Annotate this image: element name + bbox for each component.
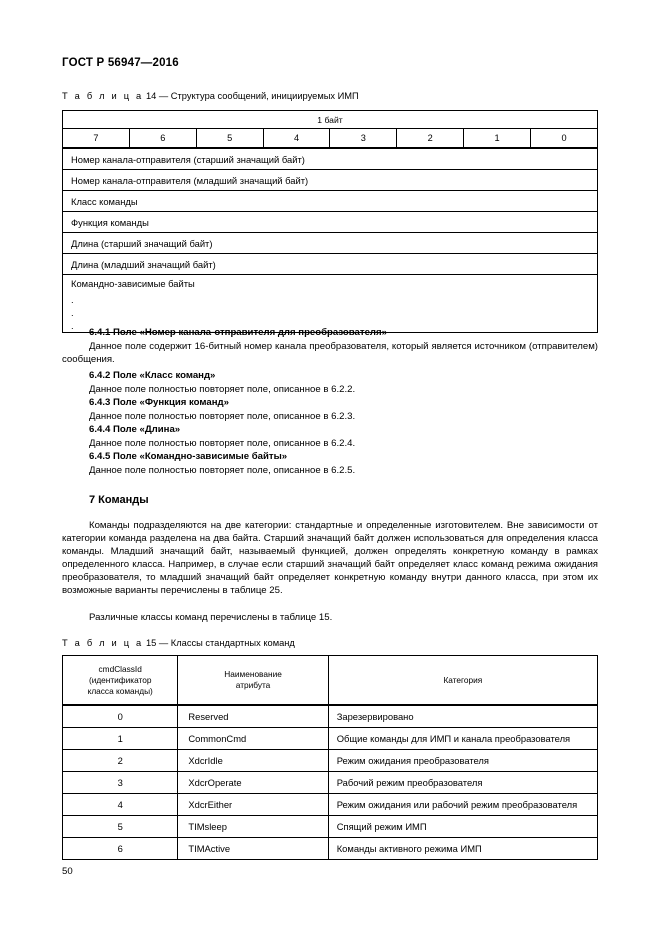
bit-cell-3: 3 (330, 129, 397, 149)
section-7-paragraph-2: Различные классы команд перечислены в таблице 15. (89, 612, 333, 623)
table-row-bits (63, 129, 598, 149)
cell-attribute: XdcrOperate (178, 772, 328, 794)
section-7-paragraph-1: Команды подразделяются на две категории: стандартные и определенные изготовителем. Вне зависимости от категории команда разделена на два байта. Старший значащий байт должен использоваться для определения класса команды. Младший значащий байт, называемый функцией, должен определять конкретную команду в рамках определенного класса. Например, в случае если старший значащий байт определяет класс команд режима ожидания преобразователя, то младший значащий байт определяет конкретную команду внутри данного класса, при этом их возможные варианты перечислены в таблице 25. (62, 520, 598, 596)
clause-heading-6-4-2: 6.4.2 Поле «Класс команд» (89, 370, 216, 381)
table-14-caption-number: 14 (145, 91, 157, 101)
column-header-cmdclassid: cmdClassId (идентификатор класса команды) (63, 656, 178, 706)
field-cell: Длина (старший значащий байт) (63, 233, 598, 254)
table-header-row (63, 656, 598, 706)
clause-body-6-4-2: Данное поле полностью повторяет поле, описанное в 6.2.2. (89, 384, 356, 395)
cell-cmdclassid: 4 (63, 794, 178, 816)
cell-category: Режим ожидания преобразователя (328, 750, 597, 772)
field-cell: Длина (младший значащий байт) (63, 254, 598, 275)
bit-cell-2: 2 (397, 129, 464, 149)
table-15-caption-text: — Классы стандартных команд (158, 638, 295, 648)
clause-body-6-4-4: Данное поле полностью повторяет поле, описанное в 6.2.4. (89, 438, 356, 449)
cell-cmdclassid: 6 (63, 838, 178, 860)
table-row (63, 275, 598, 333)
bit-cell-7: 7 (63, 129, 130, 149)
cell-attribute: Reserved (178, 705, 328, 728)
cell-category: Зарезервировано (328, 705, 597, 728)
field-cell: Класс команды (63, 191, 598, 212)
table-14-caption-label: Т а б л и ц а (62, 91, 144, 101)
cell-cmdclassid: 5 (63, 816, 178, 838)
table-row (63, 772, 598, 794)
bit-cell-1: 1 (464, 129, 531, 149)
table-15-caption-number: 15 (145, 638, 157, 648)
clause-heading-6-4-4: 6.4.4 Поле «Длина» (89, 424, 181, 435)
table-row (63, 705, 598, 728)
field-cell: Номер канала-отправителя (старший значащий байт) (63, 148, 598, 170)
clause-heading-6-4-3: 6.4.3 Поле «Функция команд» (89, 397, 229, 408)
table-row (63, 254, 598, 275)
table-row (63, 170, 598, 191)
message-structure-table (62, 110, 598, 333)
table-15-caption-label: Т а б л и ц а (62, 638, 144, 648)
page-number: 50 (62, 866, 73, 877)
cell-category: Рабочий режим преобразователя (328, 772, 597, 794)
field-cell: Номер канала-отправителя (младший значащий байт) (63, 170, 598, 191)
bit-cell-4: 4 (263, 129, 330, 149)
table-15-caption (62, 638, 295, 648)
section-heading-7: 7 Команды (89, 494, 149, 506)
clause-body-6-4-5: Данное поле полностью повторяет поле, описанное в 6.2.5. (89, 465, 356, 476)
cell-cmdclassid: 3 (63, 772, 178, 794)
clause-body-6-4-3: Данное поле полностью повторяет поле, описанное в 6.2.3. (89, 411, 356, 422)
cell-attribute: XdcrEither (178, 794, 328, 816)
cell-cmdclassid: 0 (63, 705, 178, 728)
clause-heading-6-4-5: 6.4.5 Поле «Командно-зависимые байты» (89, 451, 288, 462)
table-14-caption (62, 91, 359, 101)
clause-body-6-4-1: Данное поле содержит 16-битный номер канала преобразователя, который является источником (отправителем) сообщения. (62, 341, 598, 365)
table-row (63, 794, 598, 816)
table-row (63, 728, 598, 750)
cell-attribute: XdcrIdle (178, 750, 328, 772)
table-row (63, 212, 598, 233)
clause-heading-6-4-1: 6.4.1 Поле «Номер канала-отправителя для преобразователя» (89, 327, 387, 338)
field-cell-label: Командно-зависимые байты (71, 278, 195, 289)
bit-cell-6: 6 (129, 129, 196, 149)
table-row (63, 750, 598, 772)
field-cell: Функция команды (63, 212, 598, 233)
table-row (63, 191, 598, 212)
cell-category: Спящий режим ИМП (328, 816, 597, 838)
cell-attribute: CommonCmd (178, 728, 328, 750)
document-header: ГОСТ Р 56947—2016 (62, 57, 179, 69)
cell-category: Режим ожидания или рабочий режим преобразователя (328, 794, 597, 816)
table-row-byte-header (63, 111, 598, 129)
cell-attribute: TIMActive (178, 838, 328, 860)
field-cell-command-dependent (63, 275, 598, 333)
cell-category: Общие команды для ИМП и канала преобразователя (328, 728, 597, 750)
table-row (63, 233, 598, 254)
table-row (63, 148, 598, 170)
table-14-caption-text: — Структура сообщений, инициируемых ИМП (158, 91, 359, 101)
column-header-attribute: Наименование атрибута (178, 656, 328, 706)
cell-cmdclassid: 1 (63, 728, 178, 750)
cell-category: Команды активного режима ИМП (328, 838, 597, 860)
cell-attribute: TIMsleep (178, 816, 328, 838)
column-header-category: Категория (328, 656, 597, 706)
table-row (63, 838, 598, 860)
byte-header-cell: 1 байт (63, 111, 598, 129)
bit-cell-0: 0 (531, 129, 598, 149)
table-row (63, 816, 598, 838)
command-classes-table (62, 655, 598, 860)
bit-cell-5: 5 (196, 129, 263, 149)
vertical-ellipsis: . . . (71, 294, 74, 332)
cell-cmdclassid: 2 (63, 750, 178, 772)
